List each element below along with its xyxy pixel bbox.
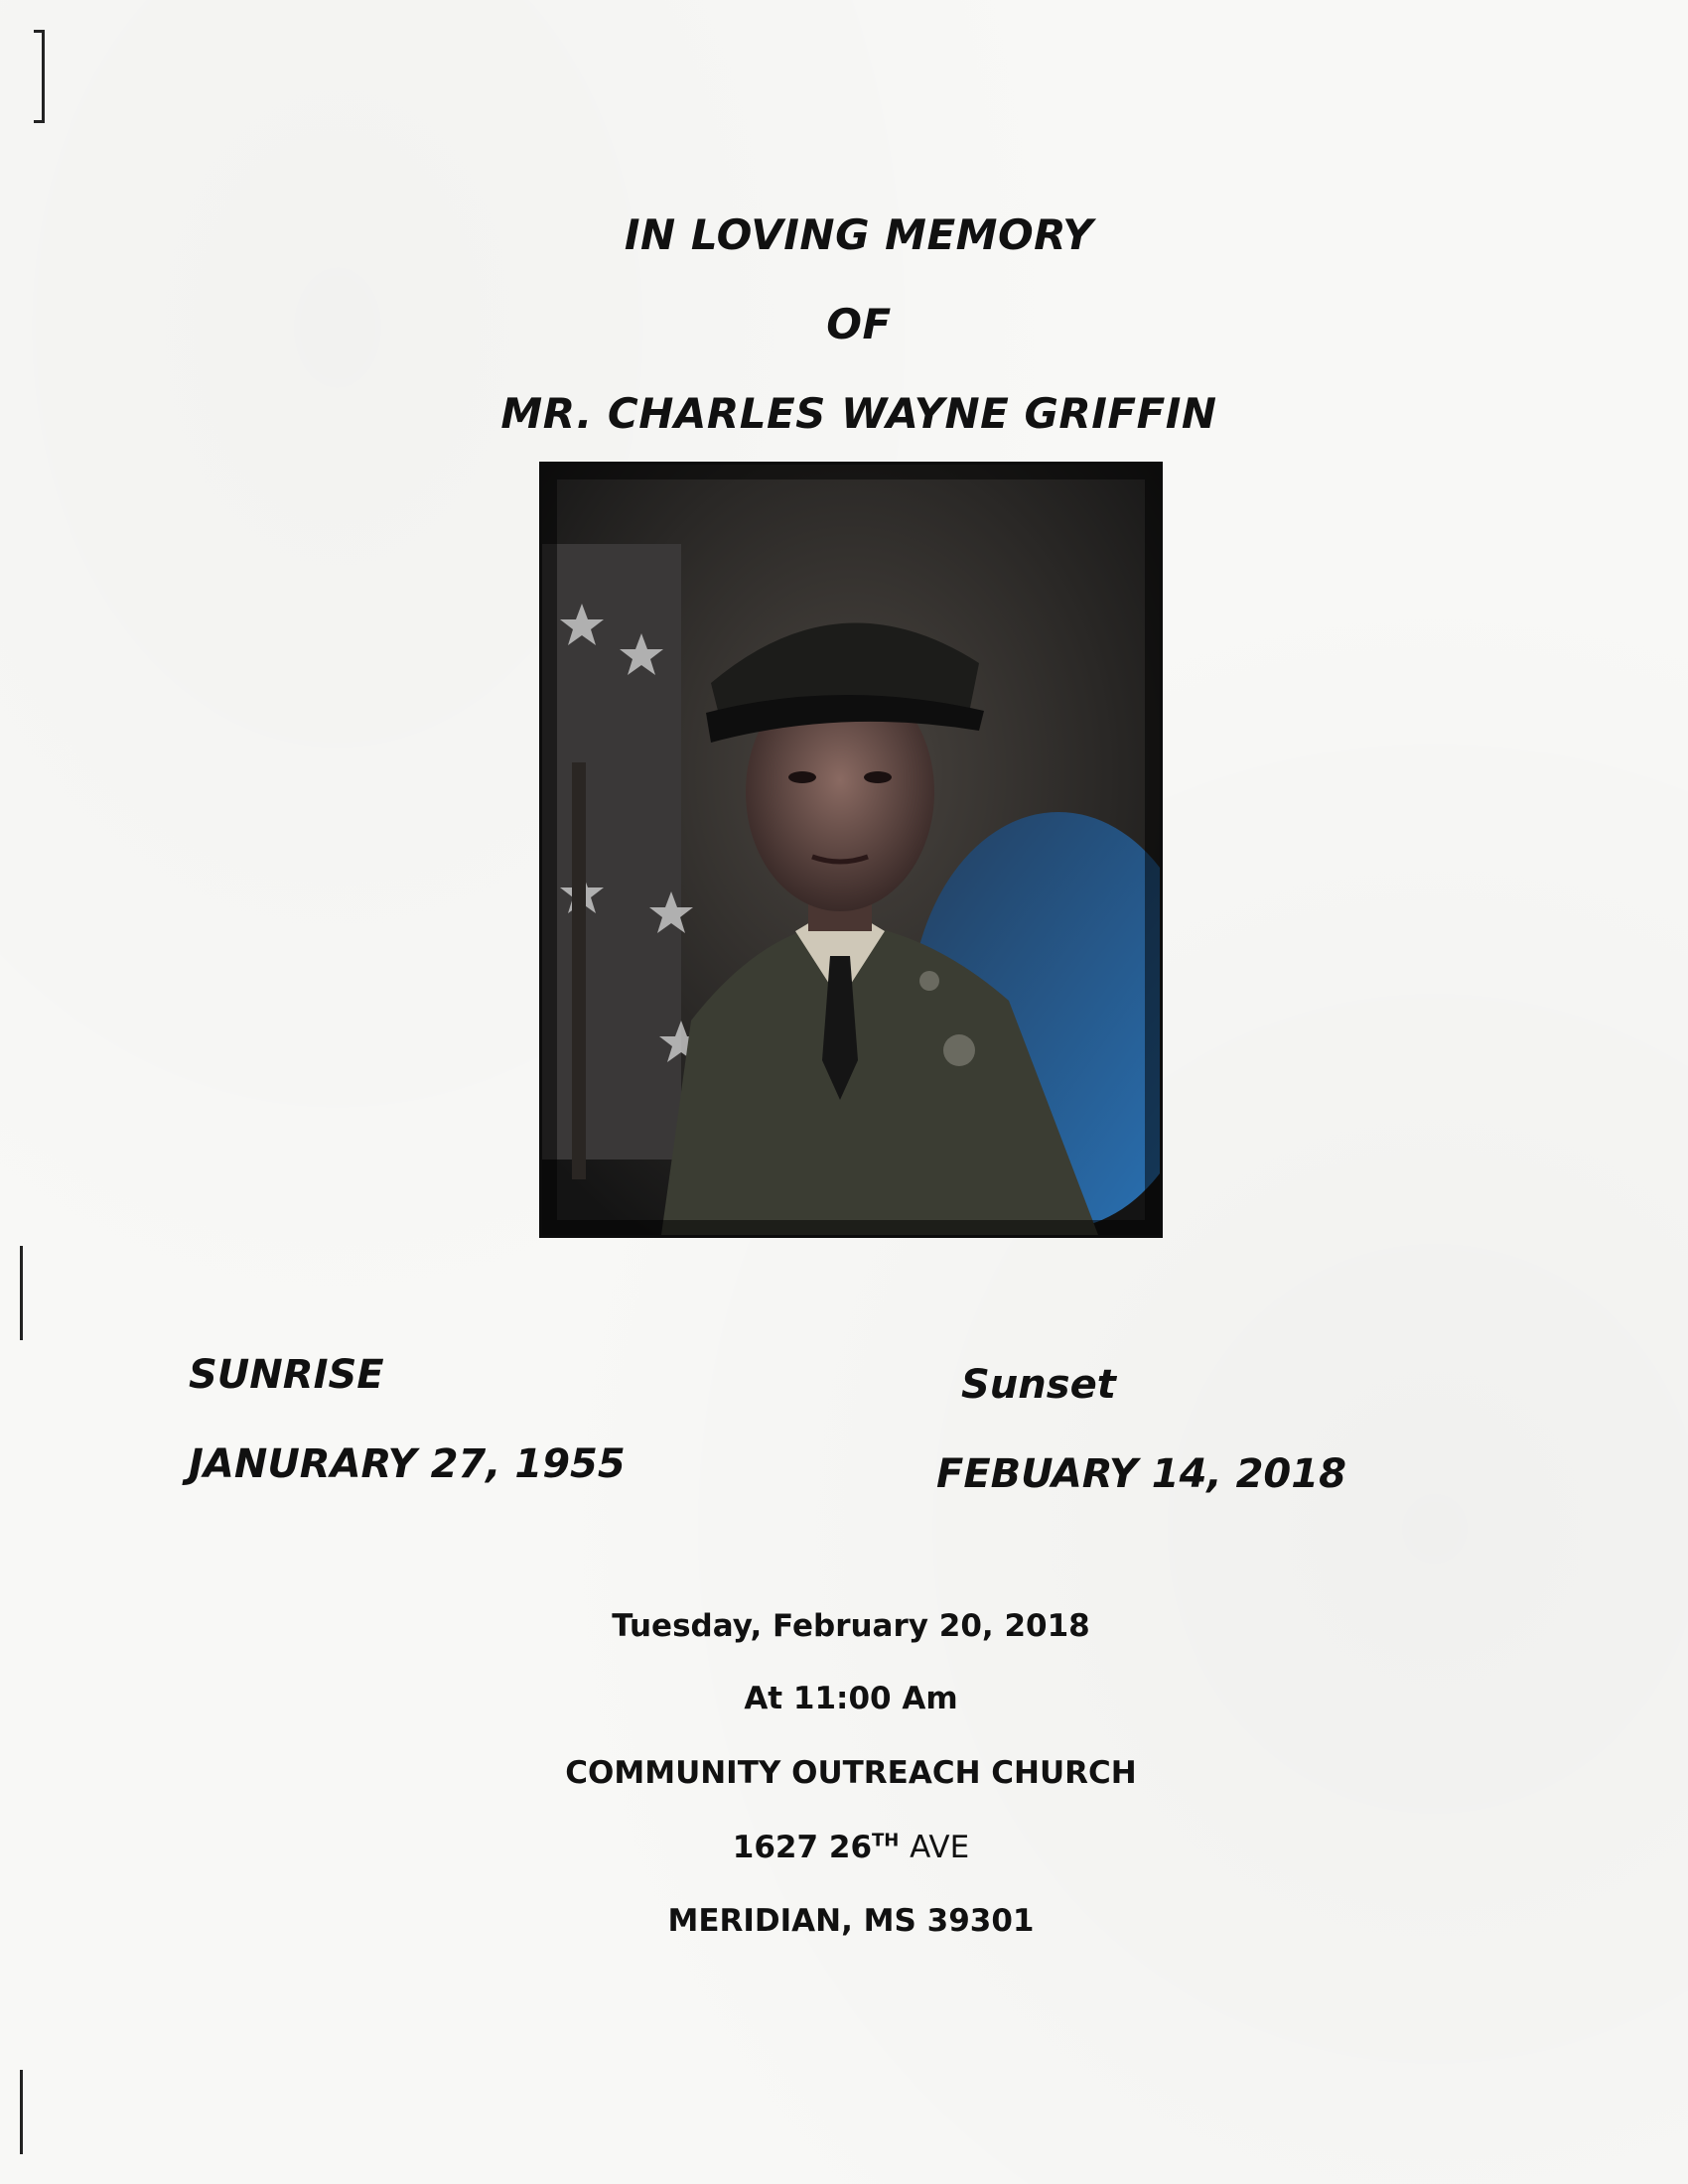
bleed-through-text [129,477,139,511]
heading-deceased-name: MR. CHARLES WAYNE GRIFFIN [500,389,1217,438]
sunrise-label: SUNRISE [189,1352,384,1398]
service-city: MERIDIAN, MS 39301 [667,1903,1035,1939]
service-day: Tuesday, February 20, 2018 [612,1608,1090,1644]
binder-mark-top [34,30,45,123]
address-street: AVE [910,1830,970,1865]
address-suffix: TH [872,1830,900,1851]
service-address [0,1830,1688,1865]
binder-mark-middle [20,1246,23,1340]
service-place: COMMUNITY OUTREACH CHURCH [565,1755,1137,1791]
heading-in-loving-memory: IN LOVING MEMORY [624,210,1094,259]
heading-of: OF [826,300,892,348]
binder-mark-bottom [20,2070,23,2154]
service-time: At 11:00 Am [744,1681,958,1716]
sunrise-date: JANURARY 27, 1955 [189,1441,626,1487]
sunset-label: Sunset [961,1362,1116,1408]
sunset-date: FEBUARY 14, 2018 [936,1451,1346,1497]
portrait-photo-icon [542,465,1160,1235]
address-number: 1627 26 [732,1830,873,1865]
portrait-photo [539,462,1163,1238]
